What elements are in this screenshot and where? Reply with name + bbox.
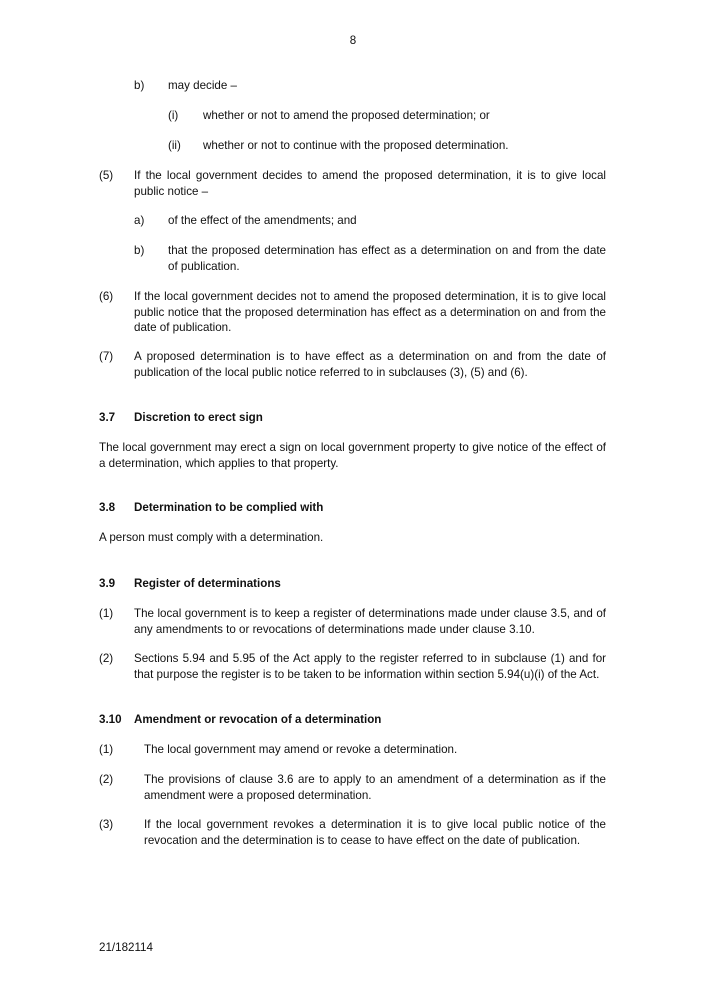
section-title-3-7: Discretion to erect sign xyxy=(134,411,263,424)
item-text-5b: that the proposed determination has effect as a determination on and from the date of publication. xyxy=(168,244,606,273)
para-text-7: A proposed determination is to have effect as a determination on and from the date of publication of the local public notice referred to in subclauses (3), (5) and (6). xyxy=(134,350,606,379)
para-label-6: (6) xyxy=(99,290,114,303)
item-text-b: may decide – xyxy=(168,79,237,92)
subitem-text-ii: whether or not to continue with the proposed determination. xyxy=(203,139,509,152)
section-body-3-7: The local government may erect a sign on local government property to give notice of the effect of a determination, which applies to that property. xyxy=(99,441,606,470)
para-text-3-10-2: The provisions of clause 3.6 are to apply to an amendment of a determination as if the amendment were a proposed determination. xyxy=(144,773,606,802)
para-label-5: (5) xyxy=(99,169,114,182)
para-label-3-10-2: (2) xyxy=(99,773,114,786)
page-number: 8 xyxy=(349,34,357,47)
section-title-3-9: Register of determinations xyxy=(134,577,281,590)
para-label-7: (7) xyxy=(99,350,114,363)
section-number-3-8: 3.8 xyxy=(99,501,116,514)
para-text-5: If the local government decides to amend the proposed determination, it is to give local public notice – xyxy=(134,169,606,198)
item-label-5b: b) xyxy=(134,244,145,257)
para-text-3-9-2: Sections 5.94 and 5.95 of the Act apply to the register referred to in subclause (1) and for that purpose the register is to be taken to be information within section 5.94(u)(i) of the Act. xyxy=(134,652,606,681)
item-label-b: b) xyxy=(134,79,145,92)
section-title-3-8: Determination to be complied with xyxy=(134,501,324,514)
section-number-3-7: 3.7 xyxy=(99,411,116,424)
section-body-3-8: A person must comply with a determination. xyxy=(99,531,324,544)
section-number-3-10: 3.10 xyxy=(99,713,122,726)
para-text-3-10-3: If the local government revokes a determination it is to give local public notice of the revocation and the determination is to cease to have effect on the date of publication. xyxy=(144,818,606,847)
subitem-text-i: whether or not to amend the proposed determination; or xyxy=(203,109,490,122)
item-text-5a: of the effect of the amendments; and xyxy=(168,214,357,227)
para-label-3-9-2: (2) xyxy=(99,652,114,665)
para-label-3-10-3: (3) xyxy=(99,818,114,831)
footer-reference: 21/182114 xyxy=(99,941,153,954)
section-number-3-9: 3.9 xyxy=(99,577,116,590)
subitem-label-i: (i) xyxy=(168,109,179,122)
para-text-3-9-1: The local government is to keep a register of determinations made under clause 3.5, and of any amendments to or revocations of determinations made under clause 3.10. xyxy=(134,607,606,636)
para-text-6: If the local government decides not to amend the proposed determination, it is to give local public notice that the proposed determination has effect as a determination on and from the date of publication. xyxy=(134,290,606,334)
para-label-3-10-1: (1) xyxy=(99,743,114,756)
subitem-label-ii: (ii) xyxy=(168,139,181,152)
para-label-3-9-1: (1) xyxy=(99,607,114,620)
item-label-5a: a) xyxy=(134,214,145,227)
para-text-3-10-1: The local government may amend or revoke a determination. xyxy=(144,743,458,756)
section-title-3-10: Amendment or revocation of a determination xyxy=(134,713,382,726)
